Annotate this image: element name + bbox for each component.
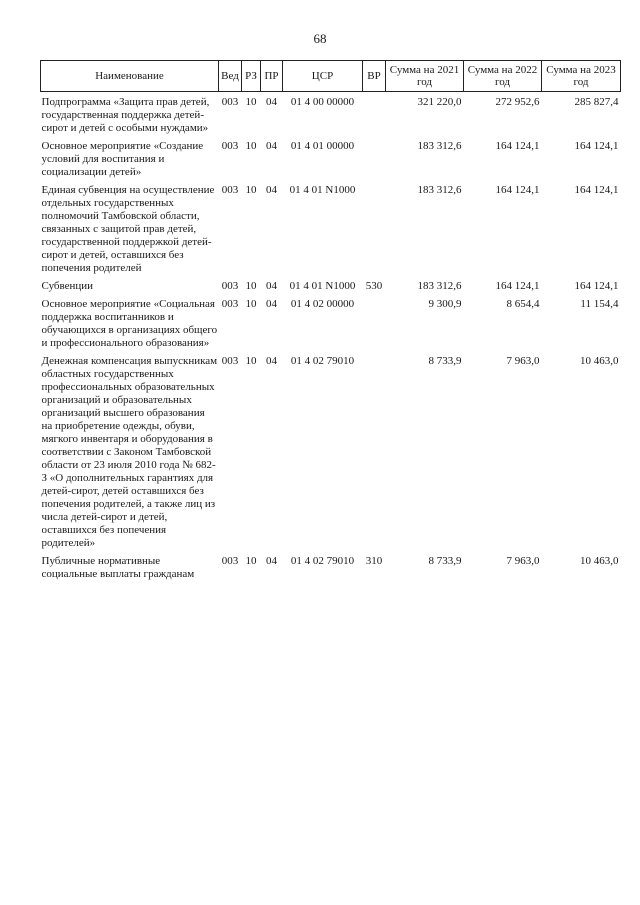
row-sum-2021: 183 312,6 <box>417 280 462 292</box>
row-sum-2021: 8 733,9 <box>428 355 462 367</box>
row-rz: 10 <box>245 555 257 567</box>
table-row <box>41 92 621 137</box>
row-ved: 003 <box>221 555 239 567</box>
row-rz: 10 <box>245 280 257 292</box>
table-row <box>41 276 621 294</box>
row-rz: 10 <box>245 140 257 152</box>
header-sum-2023: Сумма на 2023 год <box>542 61 621 92</box>
row-rz: 10 <box>245 355 257 367</box>
row-vr <box>363 294 386 351</box>
row-csr: 01 4 01 N1000 <box>289 184 356 196</box>
table-row <box>41 351 621 551</box>
row-sum-2023: 10 463,0 <box>580 355 619 367</box>
row-sum-2021: 183 312,6 <box>417 184 462 196</box>
row-sum-2023: 10 463,0 <box>580 555 619 567</box>
row-pr: 04 <box>266 184 277 196</box>
row-sum-2021: 8 733,9 <box>428 555 462 567</box>
row-sum-2023: 285 827,4 <box>574 96 619 108</box>
row-sum-2022: 164 124,1 <box>495 280 540 292</box>
budget-table <box>40 60 621 582</box>
row-sum-2021: 183 312,6 <box>417 140 462 152</box>
row-sum-2022: 164 124,1 <box>495 140 540 152</box>
row-ved: 003 <box>221 184 239 196</box>
row-vr: 530 <box>365 280 383 292</box>
row-pr: 04 <box>266 96 277 108</box>
row-name: Единая субвенция на осуществление отдельных государственных полномочий Тамбовской области, связанных с защитой прав детей, государственной поддержкой детей-сирот и детей, оставшихся без попечения родителей <box>41 184 215 274</box>
row-ved: 003 <box>221 96 239 108</box>
row-csr: 01 4 01 N1000 <box>289 280 356 292</box>
row-sum-2021: 321 220,0 <box>417 96 462 108</box>
row-pr: 04 <box>266 298 277 310</box>
table-row <box>41 294 621 351</box>
row-ved: 003 <box>221 298 239 310</box>
row-sum-2023: 164 124,1 <box>574 140 619 152</box>
row-sum-2021: 9 300,9 <box>428 298 462 310</box>
row-sum-2022: 7 963,0 <box>506 555 540 567</box>
row-name: Денежная компенсация выпускникам областных государственных профессиональных образовательных организаций и образовательных организаций высшего образования на приобретение одежды, обуви, мягкого инвентаря и оборудования в соответствии с Законом Тамбовской области от 23 июля 2010 года № 682-З «О дополнительных гарантиях для детей-сирот, детей оставшихся без попечения родителей, а также лиц из числа детей-сирот и детей, оставшихся без попечения родителей» <box>41 355 218 549</box>
row-pr: 04 <box>266 140 277 152</box>
row-sum-2023: 164 124,1 <box>574 184 619 196</box>
row-sum-2023: 164 124,1 <box>574 280 619 292</box>
row-csr: 01 4 02 79010 <box>290 555 355 567</box>
row-pr: 04 <box>266 280 277 292</box>
table-header <box>41 61 621 92</box>
row-vr <box>363 180 386 276</box>
row-rz: 10 <box>245 96 257 108</box>
row-name: Публичные нормативные социальные выплаты гражданам <box>41 555 195 580</box>
row-pr: 04 <box>266 355 277 367</box>
page-number: 68 <box>313 31 327 46</box>
header-ved: Вед <box>219 61 242 92</box>
header-rz: РЗ <box>242 61 261 92</box>
row-sum-2022: 7 963,0 <box>506 355 540 367</box>
row-name: Основное мероприятие «Социальная поддержка воспитанников и обучающихся в организациях общего и профессионального образования» <box>41 298 218 349</box>
row-vr <box>363 351 386 551</box>
row-csr: 01 4 01 00000 <box>290 140 355 152</box>
row-name: Субвенции <box>41 280 94 292</box>
row-csr: 01 4 02 79010 <box>290 355 355 367</box>
row-ved: 003 <box>221 355 239 367</box>
header-vr: ВР <box>363 61 386 92</box>
header-sum-2022: Сумма на 2022 год <box>464 61 542 92</box>
table-row <box>41 136 621 180</box>
row-pr: 04 <box>266 555 277 567</box>
header-sum-2021: Сумма на 2021 год <box>386 61 464 92</box>
header-name: Наименование <box>41 61 219 92</box>
table-row <box>41 180 621 276</box>
row-vr <box>363 92 386 137</box>
row-name: Подпрограмма «Защита прав детей, государственная поддержка детей-сирот и детей с особыми нуждами» <box>41 96 210 134</box>
row-csr: 01 4 02 00000 <box>290 298 355 310</box>
table-body <box>41 92 621 583</box>
header-csr: ЦСР <box>283 61 363 92</box>
table-row <box>41 551 621 582</box>
row-vr <box>363 136 386 180</box>
row-sum-2022: 272 952,6 <box>495 96 540 108</box>
row-ved: 003 <box>221 280 239 292</box>
row-csr: 01 4 00 00000 <box>290 96 355 108</box>
header-pr: ПР <box>261 61 283 92</box>
row-name: Основное мероприятие «Создание условий для воспитания и социализации детей» <box>41 140 204 178</box>
row-ved: 003 <box>221 140 239 152</box>
row-sum-2022: 8 654,4 <box>506 298 540 310</box>
row-rz: 10 <box>245 298 257 310</box>
row-sum-2023: 11 154,4 <box>580 298 619 310</box>
row-vr: 310 <box>365 555 383 567</box>
row-rz: 10 <box>245 184 257 196</box>
row-sum-2022: 164 124,1 <box>495 184 540 196</box>
